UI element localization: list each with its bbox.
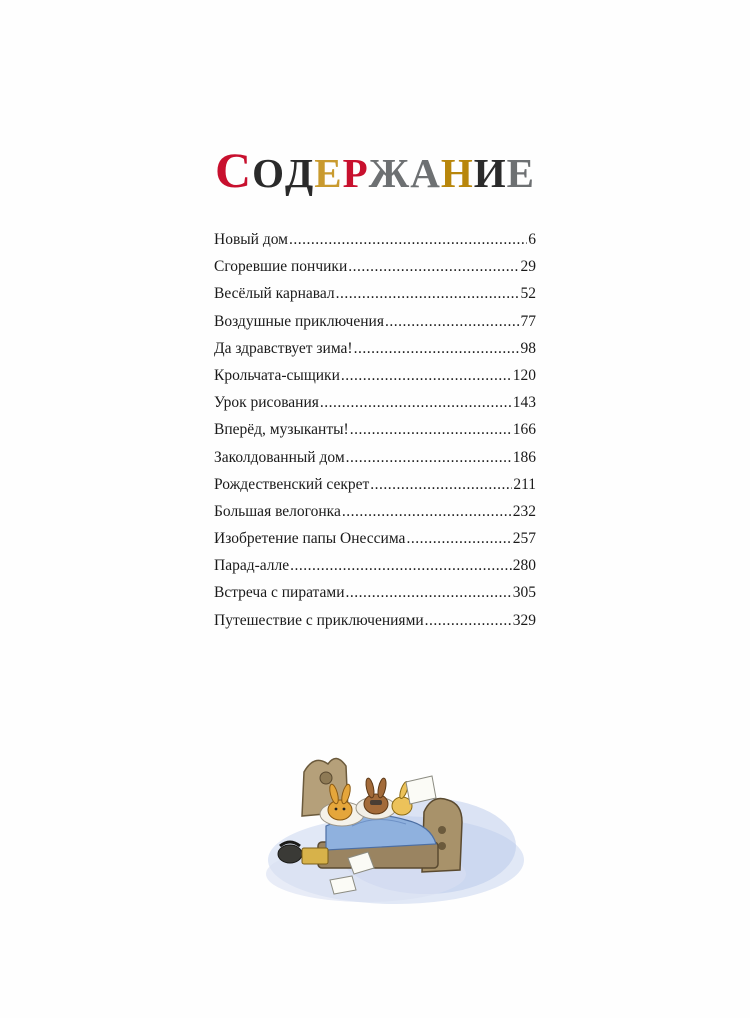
toc-leader-dots [289, 226, 527, 253]
toc-entry-title: Путешествие с приключениями [214, 611, 424, 629]
toc-entry-page: 77 [520, 312, 536, 330]
toc-entry-page: 257 [512, 530, 536, 548]
toc-entry-title: Да здравствует зима! [214, 339, 353, 357]
toc-entry [214, 416, 536, 443]
toc-leader-dots [342, 498, 512, 525]
toc-entry-page: 143 [512, 394, 536, 412]
title-letter: О [252, 150, 286, 197]
page-title [0, 142, 750, 199]
toc-entry [214, 280, 536, 307]
toc-entry-title: Урок рисования [214, 394, 319, 412]
toc-entry-page: 211 [513, 475, 536, 493]
toc-entry [214, 335, 536, 362]
rabbit-family-in-bed-illustration [256, 742, 524, 912]
toc-leader-dots [320, 389, 512, 416]
toc-entry-page: 305 [512, 584, 536, 602]
toc-entry-title: Крольчата-сыщики [214, 366, 340, 384]
title-letter: Е [314, 150, 343, 197]
toc-leader-dots [290, 552, 512, 579]
toc-entry [214, 389, 536, 416]
toc-entry-title: Воздушные приключения [214, 312, 384, 330]
toc-leader-dots [350, 416, 512, 443]
toc-leader-dots [370, 471, 512, 498]
toc-entry-title: Заколдованный дом [214, 448, 345, 466]
title-letter: Е [506, 150, 535, 197]
toc-entry [214, 308, 536, 335]
toc-leader-dots [354, 335, 520, 362]
toc-entry-title: Изобретение папы Онессима [214, 530, 406, 548]
toc-entry-title: Большая велогонка [214, 502, 341, 520]
toc-entry [214, 607, 536, 634]
toc-entry-title: Парад-алле [214, 557, 290, 575]
toc-entry [214, 253, 536, 280]
toc-leader-dots [348, 253, 519, 280]
toc-leader-dots [425, 607, 512, 634]
toc-entry-title: Сгоревшие пончики [214, 258, 348, 276]
toc-entry [214, 471, 536, 498]
title-letter: Р [342, 150, 369, 197]
toc-entry [214, 579, 536, 606]
toc-leader-dots [346, 579, 512, 606]
toc-leader-dots [346, 444, 512, 471]
toc-entry [214, 552, 536, 579]
title-letter: И [473, 150, 507, 197]
toc-leader-dots [336, 280, 520, 307]
toc-entry-title: Весёлый карнавал [214, 285, 335, 303]
toc-entry-title: Встреча с пиратами [214, 584, 345, 602]
toc-entry [214, 362, 536, 389]
title-letter: А [410, 150, 441, 197]
toc-entry-page: 166 [512, 421, 536, 439]
toc-leader-dots [406, 525, 511, 552]
title-letter: Н [440, 150, 474, 197]
toc-entry [214, 444, 536, 471]
toc-entry-page: 98 [520, 339, 536, 357]
title-letter: Д [285, 150, 315, 197]
toc-leader-dots [385, 308, 520, 335]
toc-entry [214, 498, 536, 525]
toc-entry-title: Вперёд, музыканты! [214, 421, 349, 439]
toc-leader-dots [341, 362, 512, 389]
toc-entry-page: 329 [512, 611, 536, 629]
table-of-contents [214, 226, 536, 634]
toc-entry-page: 186 [512, 448, 536, 466]
toc-entry [214, 226, 536, 253]
toc-entry-page: 232 [512, 502, 536, 520]
title-letter: Ж [368, 150, 411, 197]
title-letter: С [215, 142, 253, 199]
toc-entry-page: 29 [520, 258, 536, 276]
toc-entry-page: 120 [512, 366, 536, 384]
toc-entry-title: Новый дом [214, 231, 288, 248]
toc-entry-page: 280 [512, 557, 536, 575]
toc-entry-page: 6 [528, 231, 536, 248]
toc-entry [214, 525, 536, 552]
toc-entry-title: Рождественский секрет [214, 475, 370, 493]
toc-entry-page: 52 [520, 285, 536, 303]
